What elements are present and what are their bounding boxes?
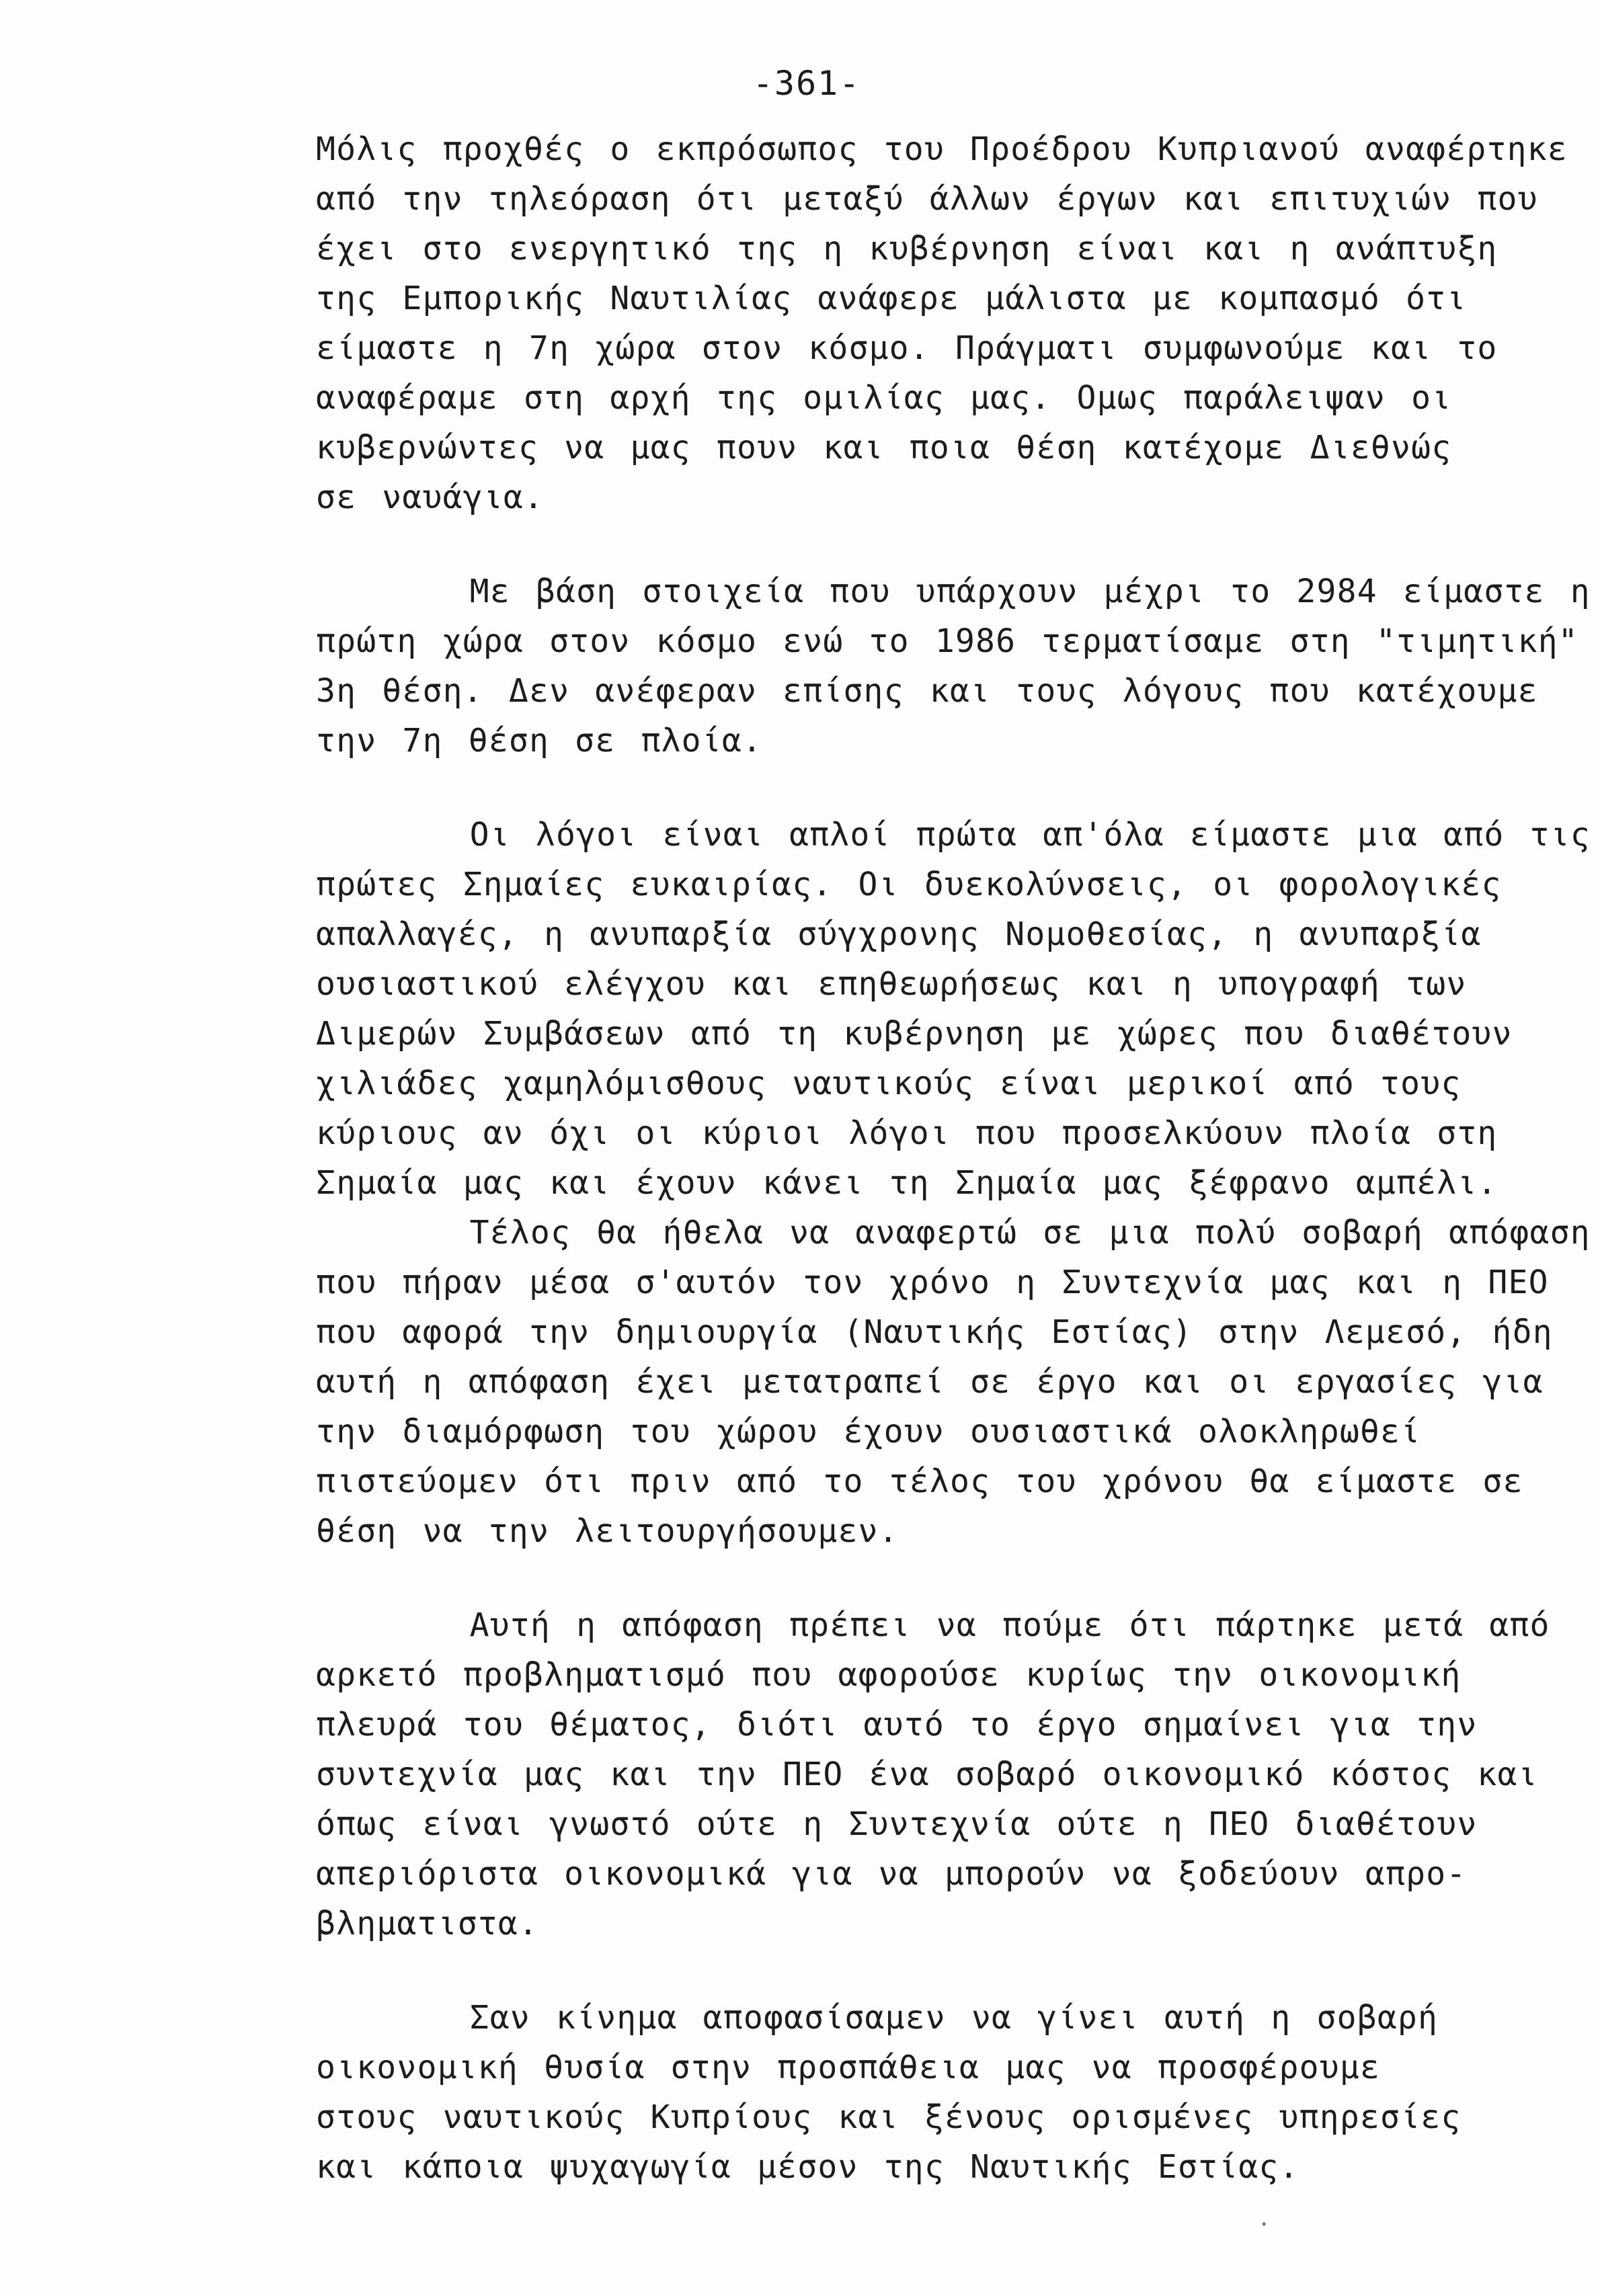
text-line: και κάποια ψυχαγωγία μέσον της Ναυτικής Εστίας. [316, 2148, 1299, 2186]
text-line: Αυτή η απόφαση πρέπει να πούμε ότι πάρτηκε μετά από [316, 1606, 1550, 1644]
text-line: την 7η θέση σε πλοία. [316, 722, 763, 760]
paragraph-gap [316, 1556, 1513, 1600]
text-line: που αφορά την δημιουργία (Ναυτικής Εστίας) στην Λεμεσό, ήδη [316, 1313, 1553, 1351]
text-line: οικονομική θυσία στην προσπάθεια μας να προσφέρουμε [316, 2049, 1381, 2086]
text-line: έχει στο ενεργητικό της η κυβέρνηση είναι και η ανάπτυξη [316, 230, 1498, 268]
text-line: ουσιαστικού ελέγχου και επηθεωρήσεως και η υπογραφή των [316, 965, 1467, 1003]
text-line: Με βάση στοιχεία που υπάρχουν μέχρι το 2984 είμαστε η [316, 573, 1591, 610]
text-line: απαλλαγές, η ανυπαρξία σύγχρονης Νομοθεσίας, η ανυπαρξία [316, 915, 1482, 953]
paragraph [316, 567, 1591, 766]
text-line: Τέλος θα ήθελα να αναφερτώ σε μια πολύ σοβαρή απόφαση [316, 1214, 1591, 1252]
text-line: πιστεύομεν ότι πριν από το τέλος του χρόνου θα είμαστε σε [316, 1463, 1523, 1500]
paragraph [316, 124, 1568, 522]
text-line: της Εμπορικής Ναυτιλίας ανάφερε μάλιστα με κομπασμό ότι [316, 280, 1467, 317]
text-line: Οι λόγοι είναι απλοί πρώτα απ'όλα είμαστε μια από τις [316, 816, 1591, 854]
text-line: την διαμόρφωση του χώρου έχουν ουσιαστικά ολοκληρωθεί [316, 1413, 1421, 1450]
text-line: αυτή η απόφαση έχει μετατραπεί σε έργο και οι εργασίες για [316, 1363, 1544, 1401]
paragraph [316, 1993, 1513, 2192]
text-line: πρώτες Σημαίες ευκαιρίας. Οι δυεκολύνσεις, οι φορολογικές [316, 866, 1502, 903]
paragraph [316, 1600, 1550, 1949]
text-line: κυβερνώντες να μας πουν και ποια θέση κατέχομε Διεθνώς [316, 429, 1452, 466]
text-line: από την τηλεόραση ότι μεταξύ άλλων έργων και επιτυχιών που [316, 180, 1538, 218]
page-number: -361- [752, 64, 861, 103]
paragraph [316, 810, 1591, 1556]
text-line: απεριόριστα οικονομικά για να μπορούν να ξοδεύουν απρο- [316, 1855, 1467, 1893]
text-line: όπως είναι γνωστό ούτε η Συντεχνία ούτε η ΠΕΟ διαθέτουν [316, 1805, 1478, 1843]
text-line: πρώτη χώρα στον κόσμο ενώ το 1986 τερματίσαμε στη "τιμητική" [316, 622, 1578, 660]
text-line: πλευρά του θέματος, διότι αυτό το έργο σημαίνει για την [316, 1706, 1478, 1744]
text-line: που πήραν μέσα σ'αυτόν τον χρόνο η Συντεχνία μας και η ΠΕΟ [316, 1264, 1549, 1301]
text-line: είμαστε η 7η χώρα στον κόσμο. Πράγματι συμφωνούμε και το [316, 329, 1498, 367]
text-line: σε ναυάγια. [316, 479, 545, 516]
scan-speck: · [1257, 2211, 1271, 2238]
text-line: χιλιάδες χαμηλόμισθους ναυτικούς είναι μερικοί από τους [316, 1065, 1462, 1102]
text-line: Σαν κίνημα αποφασίσαμεν να γίνει αυτή η σοβαρή [316, 1999, 1439, 2037]
paragraph-gap [316, 1949, 1513, 1993]
text-line: συντεχνία μας και την ΠΕΟ ένα σοβαρό οικονομικό κόστος και [316, 1756, 1538, 1793]
text-line: Μόλις προχθές ο εκπρόσωπος του Προέδρου Κυπριανού αναφέρτηκε [316, 130, 1568, 168]
body-text [316, 124, 1591, 2192]
text-line: βληματιστα. [316, 1905, 539, 1942]
paragraph-gap [316, 522, 1513, 567]
text-line: Σημαία μας και έχουν κάνει τη Σημαία μας ξέφρανο αμπέλι. [316, 1164, 1498, 1202]
text-line: 3η θέση. Δεν ανέφεραν επίσης και τους λόγους που κατέχουμε [316, 672, 1538, 710]
text-line: κύριους αν όχι οι κύριοι λόγοι που προσελκύουν πλοία στη [316, 1114, 1498, 1152]
text-line: θέση να την λειτουργήσουμεν. [316, 1512, 899, 1550]
text-line: στους ναυτικούς Κυπρίους και ξένους ορισμένες υπηρεσίες [316, 2098, 1462, 2136]
text-line: αρκετό προβληματισμό που αφορούσε κυρίως την οικονομική [316, 1656, 1462, 1694]
text-line: Διμερών Συμβάσεων από τη κυβέρνηση με χώρες που διαθέτουν [316, 1015, 1513, 1053]
text-line: αναφέραμε στη αρχή της ομιλίας μας. Ομως παράλειψαν οι [316, 379, 1452, 417]
paragraph-gap [316, 766, 1513, 810]
